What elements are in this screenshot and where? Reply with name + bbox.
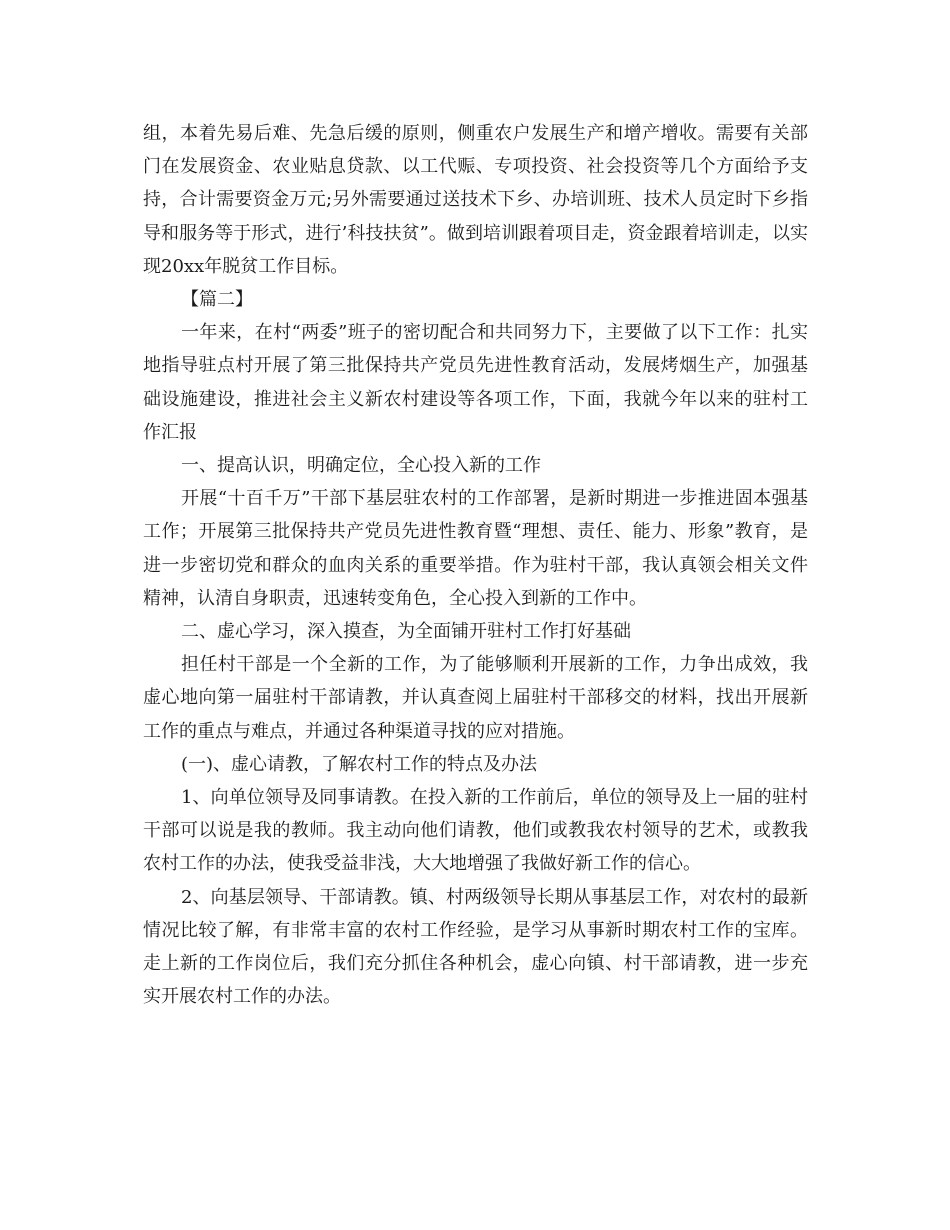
list-item-one: 1、向单位领导及同事请教。在投入新的工作前后，单位的领导及上一届的驻村干部可以说是我的教师。我主动向他们请教，他们或教我农村领导的艺术，或教我农村工作的办法，使我受益非浅，大大地增强了我做好新工作的信心。 (143, 787, 808, 875)
paragraph-section-two-body: 担任村干部是一个全新的工作，为了能够顺利开展新的工作，力争出成效，我虚心地向第一届驻村干部请教，并认真查阅上届驻村干部移交的材料，找出开展新工作的重点与难点，并通过各种渠道寻找的应对措施。 (143, 654, 808, 742)
subheading-one: (一)、虚心请教，了解农村工作的特点及办法 (181, 753, 538, 775)
heading-section-two: 二、虚心学习，深入摸查，为全面铺开驻村工作打好基础 (181, 621, 631, 643)
list-item-two: 2、向基层领导、干部请教。镇、村两级领导长期从事基层工作，对农村的最新情况比较了解，有非常丰富的农村工作经验，是学习从事新时期农村工作的宝库。走上新的工作岗位后，我们充分抓住各种机会，虚心向镇、村干部请教，进一步充实开展农村工作的办法。 (143, 886, 808, 1008)
paragraph-continuation: 组，本着先易后难、先急后缓的原则，侧重农户发展生产和增产增收。需要有关部门在发展资金、农业贴息贷款、以工代赈、专项投资、社会投资等几个方面给予支持，合计需要资金万元;另外需要通过送技术下乡、办培训班、技术人员定时下乡指导和服务等于形式，进行’科技扶贫”。做到培训跟着项目走，资金跟着培训走，以实现20xx年脱贫工作目标。 (143, 123, 808, 277)
document-body (143, 117, 808, 1013)
paragraph-section-one-body: 开展“十百千万”干部下基层驻农村的工作部署，是新时期进一步推进固本强基工作；开展第三批保持共产党员先进性教育暨“理想、责任、能力、形象”教育，是进一步密切党和群众的血肉关系的重要举措。作为驻村干部，我认真领会相关文件精神，认清自身职责，迅速转变角色，全心投入到新的工作中。 (143, 488, 808, 609)
heading-section-one: 一、提高认识，明确定位，全心投入新的工作 (181, 455, 541, 477)
section-heading-part-two: 【篇二】 (181, 289, 253, 311)
paragraph-intro: 一年来，在村“两委”班子的密切配合和共同努力下，主要做了以下工作：扎实地指导驻点村开展了第三批保持共产党员先进性教育活动，发展烤烟生产，加强基础设施建设，推进社会主义新农村建设等各项工作，下面，我就今年以来的驻村工作汇报 (143, 322, 808, 443)
